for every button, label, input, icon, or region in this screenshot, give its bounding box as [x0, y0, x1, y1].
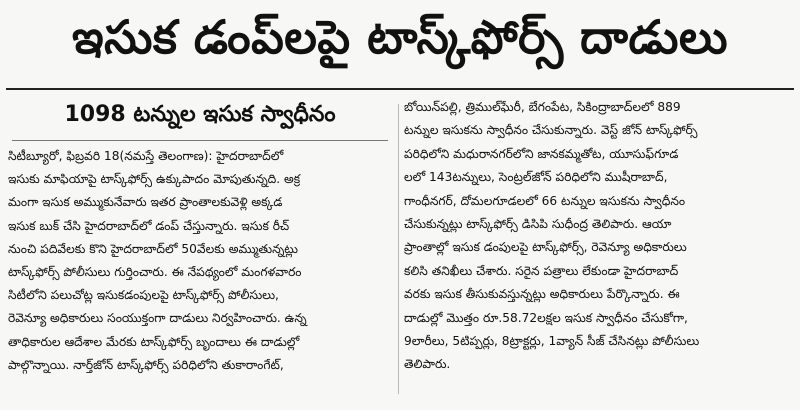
body-text-line: రెవెన్యూ అధికారులు సంయుక్తంగా దాడులు నిర్వహించారు. ఉన్న	[8, 311, 307, 326]
body-text-line: గాంధీనగర్, దోమలగూడలలో 66 టన్నుల ఇసుకను స్వాధీనం	[404, 193, 686, 208]
body-text-line: లలో 143టన్నులు, సెంట్రల్‌జోన్ పరిధిలోని ముషీరాబాద్,	[404, 170, 668, 185]
body-text-line: తాధికారుల ఆదేశాల మేరకు టాస్క్‌ఫోర్స్ బృందాలు ఈ దాడుల్లో	[8, 334, 300, 349]
body-text-line: పరిధిలోని మధురానగర్‌లోని జానకమ్మతోట, యూసుఫ్‌గూడ	[404, 146, 679, 161]
body-text-line: టన్నుల ఇసుకను స్వాధీనం చేసుకున్నారు. వెస్ట్ జోన్ టాస్క్‌ఫోర్స్	[404, 123, 698, 138]
headline: ఇసుక డంప్‌లపై టాస్క్‌ఫోర్స్ దాడులు	[71, 10, 729, 64]
body-text-line: సిటీబ్యూరో, ఫిబ్రవరి 18(నమస్తే తెలంగాణ): హైదరాబాద్‌లో	[8, 149, 284, 163]
body-text-line: మంగా ఇసుక అమ్ముకునేవారు ఇతర ప్రాంతాలకువెళ్లి అక్కడ	[8, 195, 283, 210]
body-text-line: బోయిన్‌పల్లి, త్రిముల్‌ఘేరీ, బేగంపేట, సికింద్రాబాద్‌లలో 889	[404, 100, 681, 114]
body-text-line: తెలిపారు.	[404, 357, 451, 372]
body-text-line: కలిసి తనిఖీలు చేశారు. సరైన పత్రాలు లేకుండా హైదరాబాద్	[404, 263, 679, 278]
subheadline: 1098 టన్నుల ఇసుక స్వాధీనం	[12, 94, 388, 141]
body-text-line: టాస్క్‌ఫోర్స్ పోలీసులు గుర్తించారు. ఈ నేపథ్యంలో మంగళవారం	[8, 264, 302, 279]
body-text-line: చేసుకున్నట్లు టాస్క్‌ఫోర్స్ డిసిపి సుధీంద్ర తెలిపారు. ఆయా	[404, 216, 672, 231]
body-text-line: సిటీలోని పలుచోట్ల ఇసుకడంపులపై టాస్క్‌ఫోర్స్ పోలీసులు,	[8, 288, 279, 303]
body-text-line: వరకు ఇసుక తీసుకువస్తున్నట్లు అధికారులు పేర్కొన్నారు. ఈ	[404, 287, 680, 302]
column-divider	[398, 104, 399, 394]
body-text-line: ఇసుక బుక్ చేసి హైదరాబాద్‌లో డంప్ చేస్తున్నారు. ఇసుక రీచ్	[8, 218, 290, 233]
right-column-text	[404, 96, 794, 377]
body-text-line: 9లారీలు, 5టిప్పర్లు, 8ట్రాక్టర్లు, 1వ్యాన్ సీజ్ చేసినట్లు పోలీసులు	[404, 333, 700, 348]
body-text-line: నుంచి పదివేలకు కొని హైదరాబాద్‌లో 50వేలకు అమ్ముతున్నట్లు	[8, 241, 298, 256]
left-column-text	[8, 145, 392, 377]
body-text-line: పాల్గొన్నాయి. నార్త్‌జోన్ టాస్క్‌ఫోర్స్ పరిధిలోని తుకారాంగేట్,	[8, 357, 284, 372]
body-text-line: దాడుల్లో మొత్తం రూ.58.72లక్షల ఇసుక స్వాధీనం చేసుకోగా,	[404, 310, 688, 325]
headline-rule	[6, 88, 794, 90]
body-text-line: ఇసుకు మాఫియాపై టాస్క్‌ఫోర్స్ ఉక్కుపాదం మోపుతున్నది. అక్ర	[8, 172, 301, 187]
right-column	[404, 96, 794, 377]
left-column	[8, 94, 392, 377]
body-text-line: ప్రాంతాల్లో ఇసుక డంపులపై టాస్క్‌ఫోర్స్, రెవెన్యూ అధికారులు	[404, 240, 687, 255]
